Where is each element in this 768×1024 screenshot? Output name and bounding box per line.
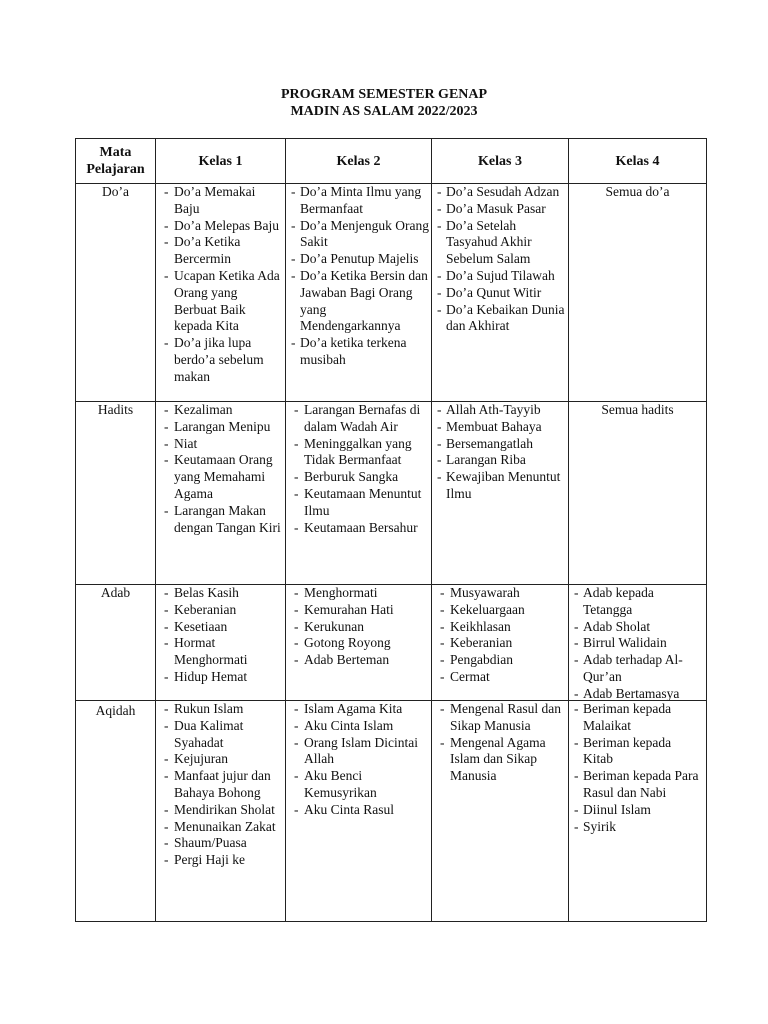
subject-cell: Adab bbox=[76, 585, 156, 701]
list-item: - Cermat bbox=[438, 669, 566, 686]
list-item: - Pengabdian bbox=[438, 652, 566, 669]
list-item: - Larangan Menipu bbox=[162, 419, 283, 436]
list-item: - Aku Cinta Islam bbox=[292, 718, 429, 735]
list-item: - Kezaliman bbox=[162, 402, 283, 419]
header-subject: Mata Pelajaran bbox=[76, 139, 156, 184]
table-row bbox=[76, 402, 707, 585]
title-line-1: PROGRAM SEMESTER GENAP bbox=[280, 87, 488, 102]
kelas-2-cell bbox=[286, 402, 432, 585]
table-row bbox=[76, 701, 707, 922]
list-item: - Do’a Kebaikan Dunia dan Akhirat bbox=[436, 302, 566, 336]
kelas-3-cell bbox=[432, 184, 569, 402]
kelas-3-cell bbox=[432, 701, 569, 922]
kelas-3-cell bbox=[432, 585, 569, 701]
list-item: - Allah Ath-Tayyib bbox=[436, 402, 566, 419]
list-item: - Pergi Haji ke bbox=[162, 852, 283, 869]
document-title bbox=[0, 86, 768, 120]
list-item: - Keutamaan Bersahur bbox=[292, 520, 429, 537]
header-kelas-4: Kelas 4 bbox=[569, 139, 707, 184]
list-item: - Shaum/Puasa bbox=[162, 835, 283, 852]
list-item: - Aku Benci Kemusyrikan bbox=[292, 768, 429, 802]
list-item: - Mengenal Rasul dan Sikap Manusia bbox=[438, 701, 566, 735]
list-item: - Kejujuran bbox=[162, 751, 283, 768]
kelas-4-cell: Semua hadits bbox=[569, 402, 707, 585]
title-line-2: MADIN AS SALAM 2022/2023 bbox=[290, 104, 478, 119]
list-item: - Birrul Walidain bbox=[573, 635, 704, 652]
kelas-4-cell bbox=[569, 701, 707, 922]
header-kelas-2: Kelas 2 bbox=[286, 139, 432, 184]
list-item: - Do’a jika lupa berdo’a sebelum makan bbox=[162, 335, 283, 385]
list-item: - Do’a Memakai Baju bbox=[162, 184, 283, 218]
list-item: - Orang Islam Dicintai Allah bbox=[292, 735, 429, 769]
list-item: - Do’a Penutup Majelis bbox=[290, 251, 429, 268]
subject-cell: Hadits bbox=[76, 402, 156, 585]
list-item: - Adab kepada Tetangga bbox=[573, 585, 704, 619]
list-item: - Kemurahan Hati bbox=[292, 602, 429, 619]
list-item: - Beriman kepada Para Rasul dan Nabi bbox=[573, 768, 704, 802]
list-item: - Mengenal Agama Islam dan Sikap Manusia bbox=[438, 735, 566, 785]
list-item: - Larangan Bernafas di dalam Wadah Air bbox=[292, 402, 429, 436]
list-item: - Mendirikan Sholat bbox=[162, 802, 283, 819]
subject-cell: Aqidah bbox=[76, 701, 156, 922]
list-item: - Diinul Islam bbox=[573, 802, 704, 819]
list-item: - Membuat Bahaya bbox=[436, 419, 566, 436]
kelas-1-cell bbox=[156, 585, 286, 701]
list-item: - Adab Berteman bbox=[292, 652, 429, 669]
list-item: - Kesetiaan bbox=[162, 619, 283, 636]
list-item: - Keutamaan Orang yang Memahami Agama bbox=[162, 452, 283, 502]
list-item: - Adab Sholat bbox=[573, 619, 704, 636]
list-item: - Dua Kalimat Syahadat bbox=[162, 718, 283, 752]
list-item: - Do’a Ketika Bersin dan Jawaban Bagi Orang yang Mendengarkannya bbox=[290, 268, 429, 335]
program-table bbox=[75, 138, 707, 922]
list-item: - Do’a Sesudah Adzan bbox=[436, 184, 566, 201]
kelas-1-cell bbox=[156, 402, 286, 585]
list-item: - Musyawarah bbox=[438, 585, 566, 602]
list-item: - Syirik bbox=[573, 819, 704, 836]
list-item: - Beriman kepada Kitab bbox=[573, 735, 704, 769]
list-item: - Islam Agama Kita bbox=[292, 701, 429, 718]
kelas-2-cell bbox=[286, 184, 432, 402]
list-item: - Do’a Setelah Tasyahud Akhir Sebelum Salam bbox=[436, 218, 566, 268]
list-item: - Menghormati bbox=[292, 585, 429, 602]
list-item: - Belas Kasih bbox=[162, 585, 283, 602]
list-item: - Do’a Sujud Tilawah bbox=[436, 268, 566, 285]
list-item: - Manfaat jujur dan Bahaya Bohong bbox=[162, 768, 283, 802]
kelas-3-cell bbox=[432, 402, 569, 585]
list-item: - Hormat Menghormati bbox=[162, 635, 283, 669]
list-item: - Do’a Melepas Baju bbox=[162, 218, 283, 235]
list-item: - Larangan Makan dengan Tangan Kiri bbox=[162, 503, 283, 537]
table-row bbox=[76, 585, 707, 701]
header-kelas-1: Kelas 1 bbox=[156, 139, 286, 184]
list-item: - Gotong Royong bbox=[292, 635, 429, 652]
list-item: - Do’a Qunut Witir bbox=[436, 285, 566, 302]
list-item: - Do’a Masuk Pasar bbox=[436, 201, 566, 218]
list-item: - Kerukunan bbox=[292, 619, 429, 636]
list-item: - Niat bbox=[162, 436, 283, 453]
list-item: - Larangan Riba bbox=[436, 452, 566, 469]
list-item: - Kewajiban Menuntut Ilmu bbox=[436, 469, 566, 503]
table-header-row bbox=[76, 139, 707, 184]
list-item: - Kekeluargaan bbox=[438, 602, 566, 619]
list-item: - Meninggalkan yang Tidak Bermanfaat bbox=[292, 436, 429, 470]
list-item: - Aku Cinta Rasul bbox=[292, 802, 429, 819]
list-item: - Bersemangatlah bbox=[436, 436, 566, 453]
list-item: - Rukun Islam bbox=[162, 701, 283, 718]
kelas-1-cell bbox=[156, 701, 286, 922]
list-item: - Keberanian bbox=[438, 635, 566, 652]
list-item: - Menunaikan Zakat bbox=[162, 819, 283, 836]
table-row bbox=[76, 184, 707, 402]
kelas-4-cell bbox=[569, 585, 707, 701]
list-item: - Do’a ketika terkena musibah bbox=[290, 335, 429, 369]
header-kelas-3: Kelas 3 bbox=[432, 139, 569, 184]
list-item: - Adab terhadap Al-Qur’an bbox=[573, 652, 704, 686]
list-item: - Do’a Minta Ilmu yang Bermanfaat bbox=[290, 184, 429, 218]
list-item: - Beriman kepada Malaikat bbox=[573, 701, 704, 735]
kelas-2-cell bbox=[286, 701, 432, 922]
list-item: - Do’a Ketika Bercermin bbox=[162, 234, 283, 268]
kelas-4-cell: Semua do’a bbox=[569, 184, 707, 402]
list-item: - Adab Bertamasya bbox=[573, 686, 704, 700]
kelas-2-cell bbox=[286, 585, 432, 701]
list-item: - Keberanian bbox=[162, 602, 283, 619]
list-item: - Hidup Hemat bbox=[162, 669, 283, 686]
subject-cell: Do’a bbox=[76, 184, 156, 402]
list-item: - Keutamaan Menuntut Ilmu bbox=[292, 486, 429, 520]
kelas-1-cell bbox=[156, 184, 286, 402]
list-item: - Do’a Menjenguk Orang Sakit bbox=[290, 218, 429, 252]
list-item: - Berburuk Sangka bbox=[292, 469, 429, 486]
list-item: - Ucapan Ketika Ada Orang yang Berbuat Baik kepada Kita bbox=[162, 268, 283, 335]
list-item: - Keikhlasan bbox=[438, 619, 566, 636]
